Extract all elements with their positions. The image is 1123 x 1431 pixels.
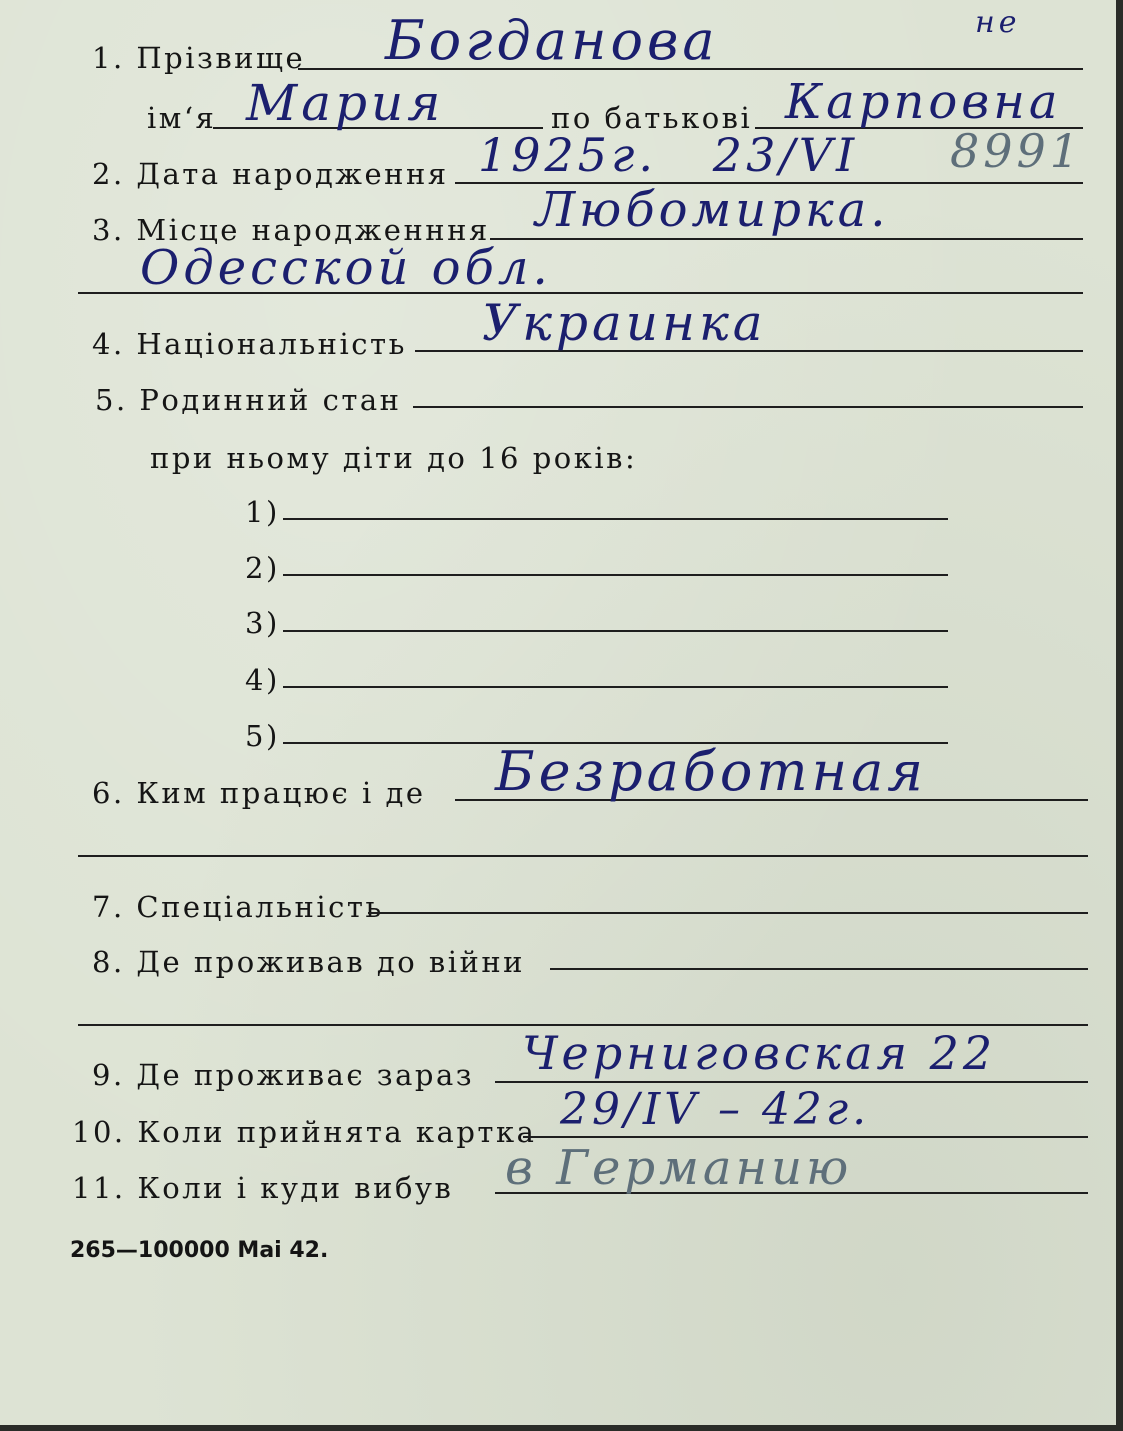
child-line-3 — [283, 630, 948, 632]
residence-entry: Черниговская 22 — [522, 1026, 997, 1080]
patronymic-entry: Карповна — [785, 74, 1062, 130]
scan-edge-right — [1116, 0, 1123, 1431]
child-number-4: 4) — [245, 663, 280, 697]
corner-mark: не — [975, 5, 1021, 40]
name-entry: Мария — [246, 74, 445, 132]
scan-edge-bottom — [0, 1425, 1123, 1431]
residence-line — [495, 1081, 1088, 1083]
birthdate-label: 2. Дата народження — [92, 157, 449, 191]
child-line-4 — [283, 686, 948, 688]
name-label: ім‘я — [147, 101, 217, 135]
child-line-2 — [283, 574, 948, 576]
prewar-line — [550, 968, 1088, 970]
birthplace-entry-2: Одесской обл. — [140, 240, 552, 296]
prewar-label: 8. Де проживав до війни — [92, 945, 525, 979]
accepted-line — [523, 1136, 1088, 1138]
specialty-label: 7. Спеціальність — [92, 890, 384, 924]
surname-label: 1. Прізвище — [92, 41, 306, 75]
birthplace-entry-1: Любомирка. — [535, 182, 890, 238]
child-number-5: 5) — [245, 719, 280, 753]
birthdate-entry: 1925г. 23/VI — [478, 128, 859, 182]
specialty-line — [368, 912, 1088, 914]
birthplace-label: 3. Місце народженння — [92, 213, 490, 247]
departed-entry: в Германию — [505, 1140, 853, 1196]
child-number-1: 1) — [245, 495, 280, 529]
child-number-3: 3) — [245, 606, 280, 640]
work-line-2 — [78, 855, 1088, 857]
marital-label: 5. Родинний стан — [95, 383, 402, 417]
record-number: 8991 — [950, 124, 1084, 178]
marital-line — [413, 406, 1083, 408]
birthplace-line — [490, 238, 1083, 240]
patronymic-label: по батькові — [551, 101, 753, 135]
nationality-label: 4. Національність — [92, 327, 407, 361]
accepted-entry: 29/IV – 42г. — [560, 1084, 871, 1135]
child-line-1 — [283, 518, 948, 520]
print-mark: 265—100000 Mai 42. — [70, 1238, 329, 1263]
accepted-label: 10. Коли прийнята картка — [72, 1115, 537, 1149]
departed-label: 11. Коли і куди вибув — [72, 1171, 454, 1205]
residence-label: 9. Де проживає зараз — [92, 1058, 475, 1092]
work-label: 6. Ким працює і де — [92, 776, 426, 810]
child-number-2: 2) — [245, 551, 280, 585]
children-label: при ньому діти до 16 років: — [150, 441, 638, 475]
surname-entry: Богданова — [385, 9, 719, 72]
work-entry: Безработная — [495, 740, 928, 803]
nationality-entry: Украинка — [482, 294, 767, 352]
